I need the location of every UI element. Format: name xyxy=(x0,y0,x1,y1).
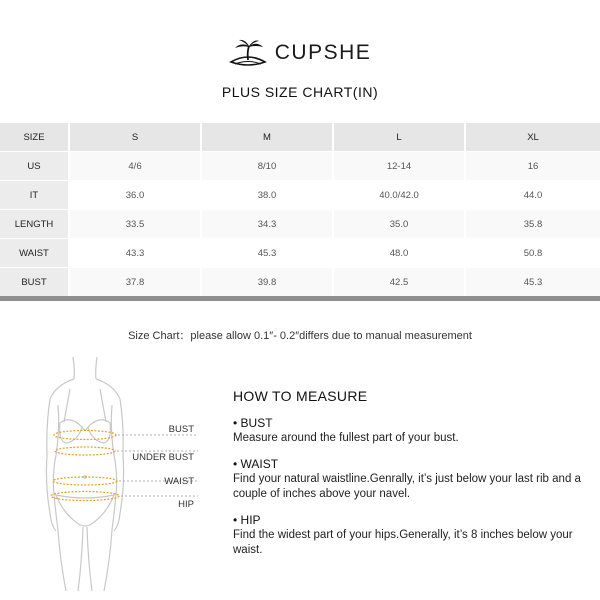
table-cell: 45.3 xyxy=(466,268,600,297)
table-cell: 40.0/42.0 xyxy=(334,181,466,210)
brand-name: CUPSHE xyxy=(274,41,372,64)
table-cell: 36.0 xyxy=(70,181,202,210)
hip-description: Find the widest part of your hips.Generally, it’s 8 inches below your waist. xyxy=(233,529,573,556)
body-figure xyxy=(20,355,200,595)
table-row xyxy=(0,268,600,297)
column-header: M xyxy=(202,123,334,152)
table-bottom-rule xyxy=(0,296,600,301)
table-cell: 33.5 xyxy=(70,210,202,239)
table-cell: 4/6 xyxy=(70,152,202,181)
table-cell: 43.3 xyxy=(70,239,202,268)
table-cell: 12-14 xyxy=(334,152,466,181)
hip-figure-label: HIP xyxy=(178,499,194,510)
table-header-row xyxy=(0,123,600,152)
column-header: XL xyxy=(466,123,600,152)
table-row xyxy=(0,210,600,239)
palm-tree-icon xyxy=(229,38,267,68)
how-to-measure-title: HOW TO MEASURE xyxy=(233,388,368,404)
row-label: LENGTH xyxy=(0,210,70,239)
table-cell: 8/10 xyxy=(202,152,334,181)
waist-heading: • WAIST xyxy=(233,457,279,471)
size-table xyxy=(0,123,600,297)
chart-title: PLUS SIZE CHART(IN) xyxy=(221,84,379,100)
bust-figure-label: BUST xyxy=(168,424,194,435)
table-row xyxy=(0,239,600,268)
column-header: S xyxy=(70,123,202,152)
table-cell: 35.0 xyxy=(334,210,466,239)
table-cell: 42.5 xyxy=(334,268,466,297)
row-label: BUST xyxy=(0,268,70,297)
table-cell: 38.0 xyxy=(202,181,334,210)
table-cell: 16 xyxy=(466,152,600,181)
row-label: US xyxy=(0,152,70,181)
waist-figure-label: WAIST xyxy=(164,476,194,487)
measurement-note: Size Chart：please allow 0.1″- 0.2″differs due to manual measurement xyxy=(128,330,472,342)
table-cell: 37.8 xyxy=(70,268,202,297)
waist-description: Find your natural waistline.Genrally, it’s just below your last rib and a couple of inches above your navel. xyxy=(233,473,581,500)
row-label: IT xyxy=(0,181,70,210)
bust-description: Measure around the fullest part of your bust. xyxy=(233,432,459,444)
brand-logo xyxy=(0,36,600,70)
under-bust-figure-label: UNDER BUST xyxy=(132,452,194,463)
table-cell: 45.3 xyxy=(202,239,334,268)
bust-heading: • BUST xyxy=(233,416,273,430)
table-cell: 39.8 xyxy=(202,268,334,297)
hip-heading: • HIP xyxy=(233,513,261,527)
table-cell: 35.8 xyxy=(466,210,600,239)
table-row xyxy=(0,181,600,210)
table-cell: 34.3 xyxy=(202,210,334,239)
column-header: SIZE xyxy=(0,123,70,152)
table-cell: 50.8 xyxy=(466,239,600,268)
column-header: L xyxy=(334,123,466,152)
body-outline-illustration xyxy=(20,355,200,595)
hip-instruction xyxy=(233,513,583,558)
table-cell: 44.0 xyxy=(466,181,600,210)
table-cell: 48.0 xyxy=(334,239,466,268)
table-row xyxy=(0,152,600,181)
bust-instruction xyxy=(233,416,583,446)
waist-instruction xyxy=(233,457,583,502)
row-label: WAIST xyxy=(0,239,70,268)
